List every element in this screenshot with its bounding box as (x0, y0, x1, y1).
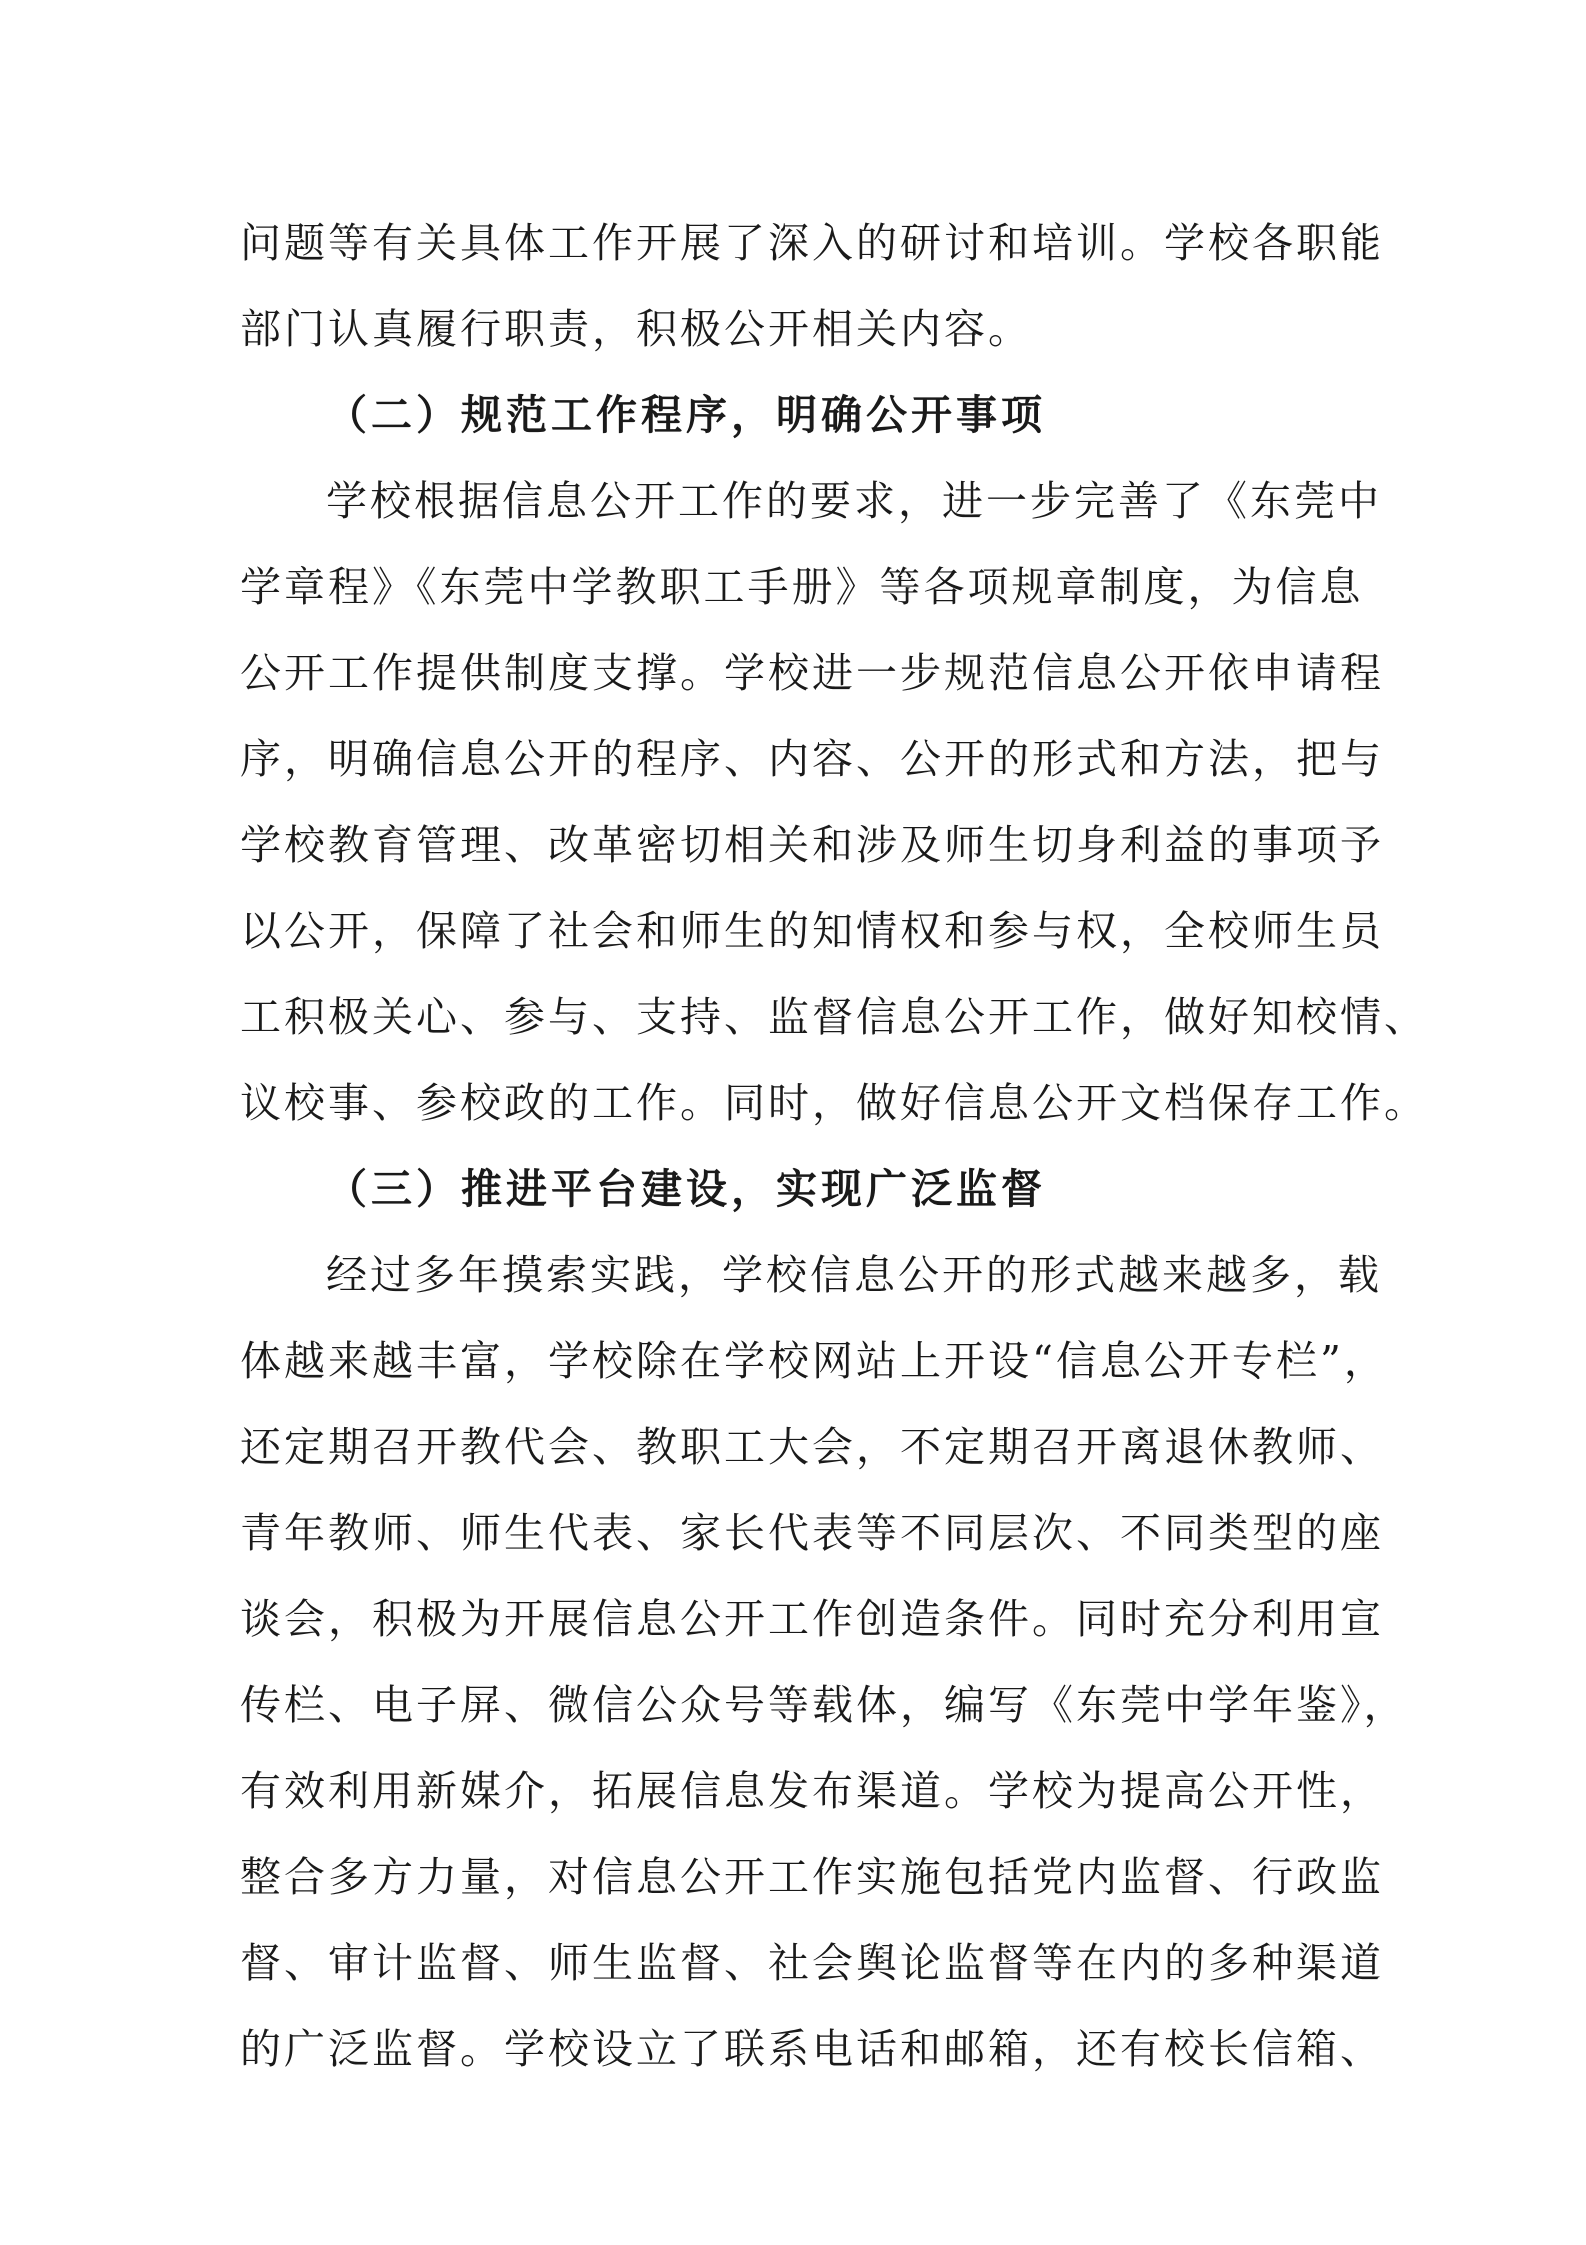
body-line: 谈会，积极为开展信息公开工作创造条件。同时充分利用宣 (240, 1595, 1384, 1643)
body-line: 督、审计监督、师生监督、社会舆论监督等在内的多种渠道 (240, 1939, 1384, 1987)
body-line: 整合多方力量，对信息公开工作实施包括党内监督、行政监 (240, 1853, 1384, 1901)
body-line: 体越来越丰富，学校除在学校网站上开设“信息公开专栏”， (240, 1337, 1388, 1385)
section-heading: （二）规范工作程序，明确公开事项 (326, 391, 1046, 439)
document-body (240, 200, 1428, 2092)
body-line: 学校教育管理、改革密切相关和涉及师生切身利益的事项予 (240, 821, 1384, 869)
body-line: 工积极关心、参与、支持、监督信息公开工作，做好知校情、 (240, 993, 1428, 1041)
paragraph-first-line: 经过多年摸索实践，学校信息公开的形式越来越多，载 (326, 1251, 1382, 1299)
body-line: 青年教师、师生代表、家长代表等不同层次、不同类型的座 (240, 1509, 1384, 1557)
body-line: 以公开，保障了社会和师生的知情权和参与权，全校师生员 (240, 907, 1384, 955)
body-line: 序，明确信息公开的程序、内容、公开的形式和方法，把与 (240, 735, 1384, 783)
body-line: 公开工作提供制度支撑。学校进一步规范信息公开依申请程 (240, 649, 1384, 697)
body-line: 学章程》《东莞中学教职工手册》等各项规章制度，为信息 (240, 563, 1364, 611)
section-heading: （三）推进平台建设，实现广泛监督 (326, 1165, 1046, 1213)
body-line: 问题等有关具体工作开展了深入的研讨和培训。学校各职能 (240, 219, 1384, 267)
body-line: 传栏、电子屏、微信公众号等载体，编写《东莞中学年鉴》， (240, 1681, 1408, 1729)
body-line: 部门认真履行职责，积极公开相关内容。 (240, 305, 1032, 353)
body-line: 还定期召开教代会、教职工大会，不定期召开离退休教师、 (240, 1423, 1384, 1471)
body-line: 有效利用新媒介，拓展信息发布渠道。学校为提高公开性， (240, 1767, 1384, 1815)
body-line: 议校事、参校政的工作。同时，做好信息公开文档保存工作。 (240, 1079, 1428, 1127)
paragraph-first-line: 学校根据信息公开工作的要求，进一步完善了《东莞中 (326, 477, 1382, 525)
body-line: 的广泛监督。学校设立了联系电话和邮箱，还有校长信箱、 (240, 2025, 1384, 2073)
